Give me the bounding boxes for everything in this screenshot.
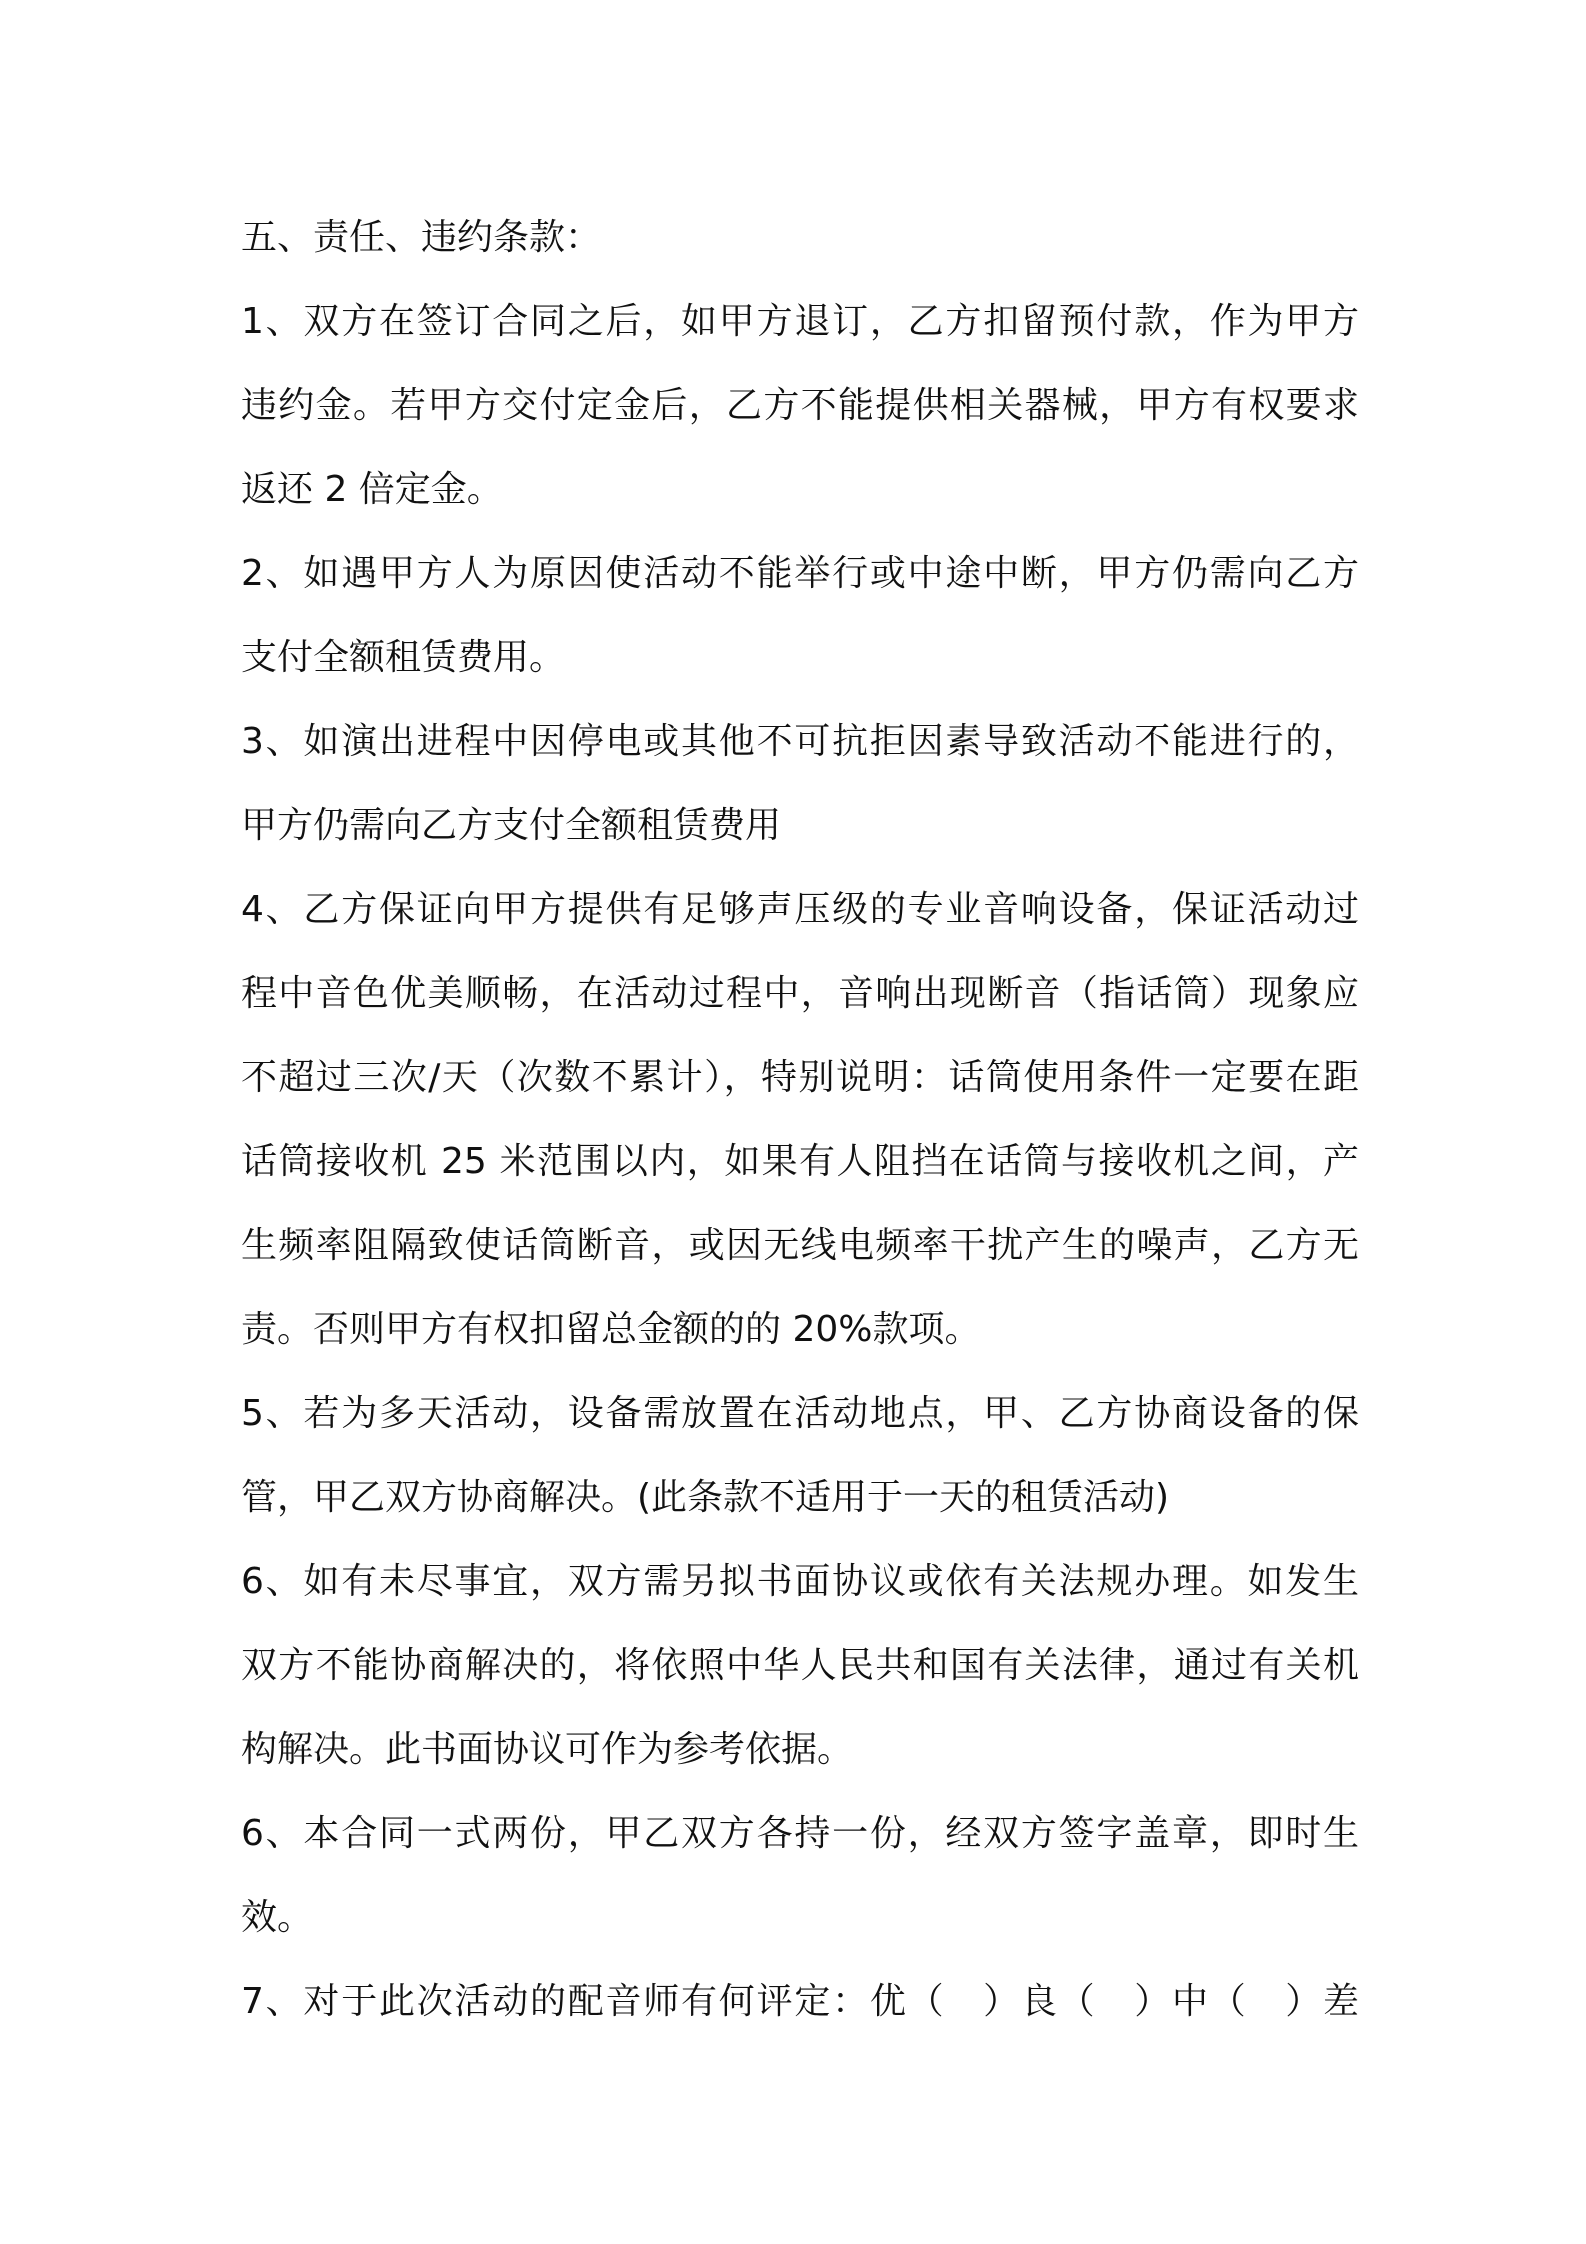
text-line: 效。: [241, 1897, 314, 1938]
text-line: 7、对于此次活动的配音师有何评定：优（ ）良（ ）中（ ）差: [241, 1981, 1359, 2022]
text-line: 3、如演出进程中因停电或其他不可抗拒因素导致活动不能进行的，: [241, 721, 1359, 762]
text-line: 程中音色优美顺畅，在活动过程中，音响出现断音（指话筒）现象应: [241, 973, 1359, 1014]
text-line: 话筒接收机 25 米范围以内，如果有人阻挡在话筒与接收机之间，产: [241, 1141, 1359, 1182]
text-line: 不超过三次/天（次数不累计），特别说明：话筒使用条件一定要在距: [241, 1057, 1359, 1098]
text-line: 生频率阻隔致使话筒断音，或因无线电频率干扰产生的噪声，乙方无: [241, 1225, 1359, 1266]
text-line: 6、如有未尽事宜，双方需另拟书面协议或依有关法规办理。如发生: [241, 1561, 1359, 1602]
text-line: 五、责任、违约条款：: [241, 217, 602, 258]
text-line: 甲方仍需向乙方支付全额租赁费用: [241, 805, 782, 846]
text-line: 1、双方在签订合同之后，如甲方退订，乙方扣留预付款，作为甲方: [241, 301, 1359, 342]
text-line: 支付全额租赁费用。: [241, 637, 566, 678]
text-line: 违约金。若甲方交付定金后，乙方不能提供相关器械，甲方有权要求: [241, 385, 1359, 426]
text-line: 4、乙方保证向甲方提供有足够声压级的专业音响设备，保证活动过: [241, 889, 1359, 930]
text-line: 管，甲乙双方协商解决。(此条款不适用于一天的租赁活动): [241, 1477, 1170, 1518]
text-line: 责。否则甲方有权扣留总金额的的 20%款项。: [241, 1309, 981, 1350]
text-line: 6、本合同一式两份，甲乙双方各持一份，经双方签字盖章，即时生: [241, 1813, 1359, 1854]
text-line: 返还 2 倍定金。: [241, 469, 503, 510]
text-line: 2、如遇甲方人为原因使活动不能举行或中途中断，甲方仍需向乙方: [241, 553, 1359, 594]
text-line: 5、若为多天活动，设备需放置在活动地点，甲、乙方协商设备的保: [241, 1393, 1359, 1434]
text-line: 构解决。此书面协议可作为参考依据。: [241, 1729, 854, 1770]
text-line: 双方不能协商解决的，将依照中华人民共和国有关法律，通过有关机: [241, 1645, 1359, 1686]
document-page: [241, 196, 1359, 2044]
